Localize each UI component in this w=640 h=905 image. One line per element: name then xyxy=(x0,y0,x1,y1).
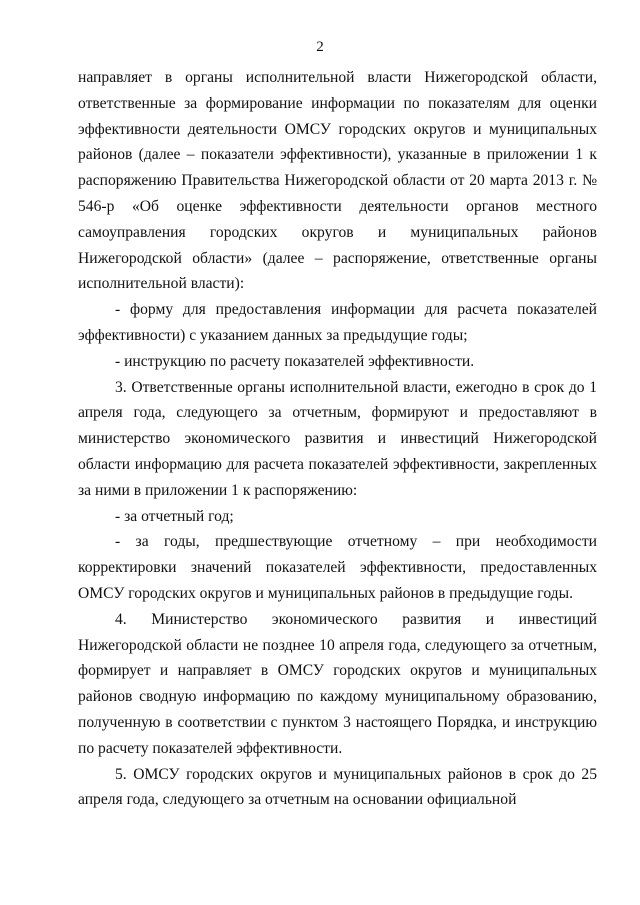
paragraph-2: - форму для предоставления информации для расчета показателей эффективности) с указанием данных за предыдущие годы; xyxy=(78,301,597,344)
paragraph-6: - за годы, предшествующие отчетному – при необходимости корректировки значений показателей эффективности, предоставленных ОМСУ городских округов и муниципальных районов в предыдущие годы. xyxy=(78,533,597,602)
paragraph-3: - инструкцию по расчету показателей эффективности. xyxy=(115,352,475,370)
paragraph-1: направляет в органы исполнительной власти Нижегородской области, ответственные за формирование информации по показателям для оценки эффективности деятельности ОМСУ городских округов и муниципальных районов (далее – показатели эффективности), указанные в приложении 1 к распоряжению Правительства Нижегородской области от 20 марта 2013 г. № 546-р «Об оценке эффективности деятельности органов местного самоуправления городских округов и муниципальных районов Нижегородской области» (далее – распоряжение, ответственные органы исполнительной власти): xyxy=(78,69,597,293)
paragraph-4: 3. Ответственные органы исполнительной власти, ежегодно в срок до 1 апреля года, следующего за отчетным, формируют и предоставляют в министерство экономического развития и инвестиций Нижегородской области информацию для расчета показателей эффективности, закрепленных за ними в приложении 1 к распоряжению: xyxy=(78,378,597,499)
document-body xyxy=(78,65,597,813)
paragraph-8: 5. ОМСУ городских округов и муниципальных районов в срок до 25 апреля года, следующего за отчетным на основании официальной xyxy=(78,765,597,809)
page-number: 2 xyxy=(316,39,324,55)
paragraph-5: - за отчетный год; xyxy=(115,507,234,525)
paragraph-7: 4. Министерство экономического развития и инвестиций Нижегородской области не позднее 10 апреля года, следующего за отчетным, формирует и направляет в ОМСУ городских округов и муниципальных районов сводную информацию по каждому муниципальному образованию, полученную в соответствии с пунктом 3 настоящего Порядка, и инструкцию по расчету показателей эффективности. xyxy=(78,610,597,757)
